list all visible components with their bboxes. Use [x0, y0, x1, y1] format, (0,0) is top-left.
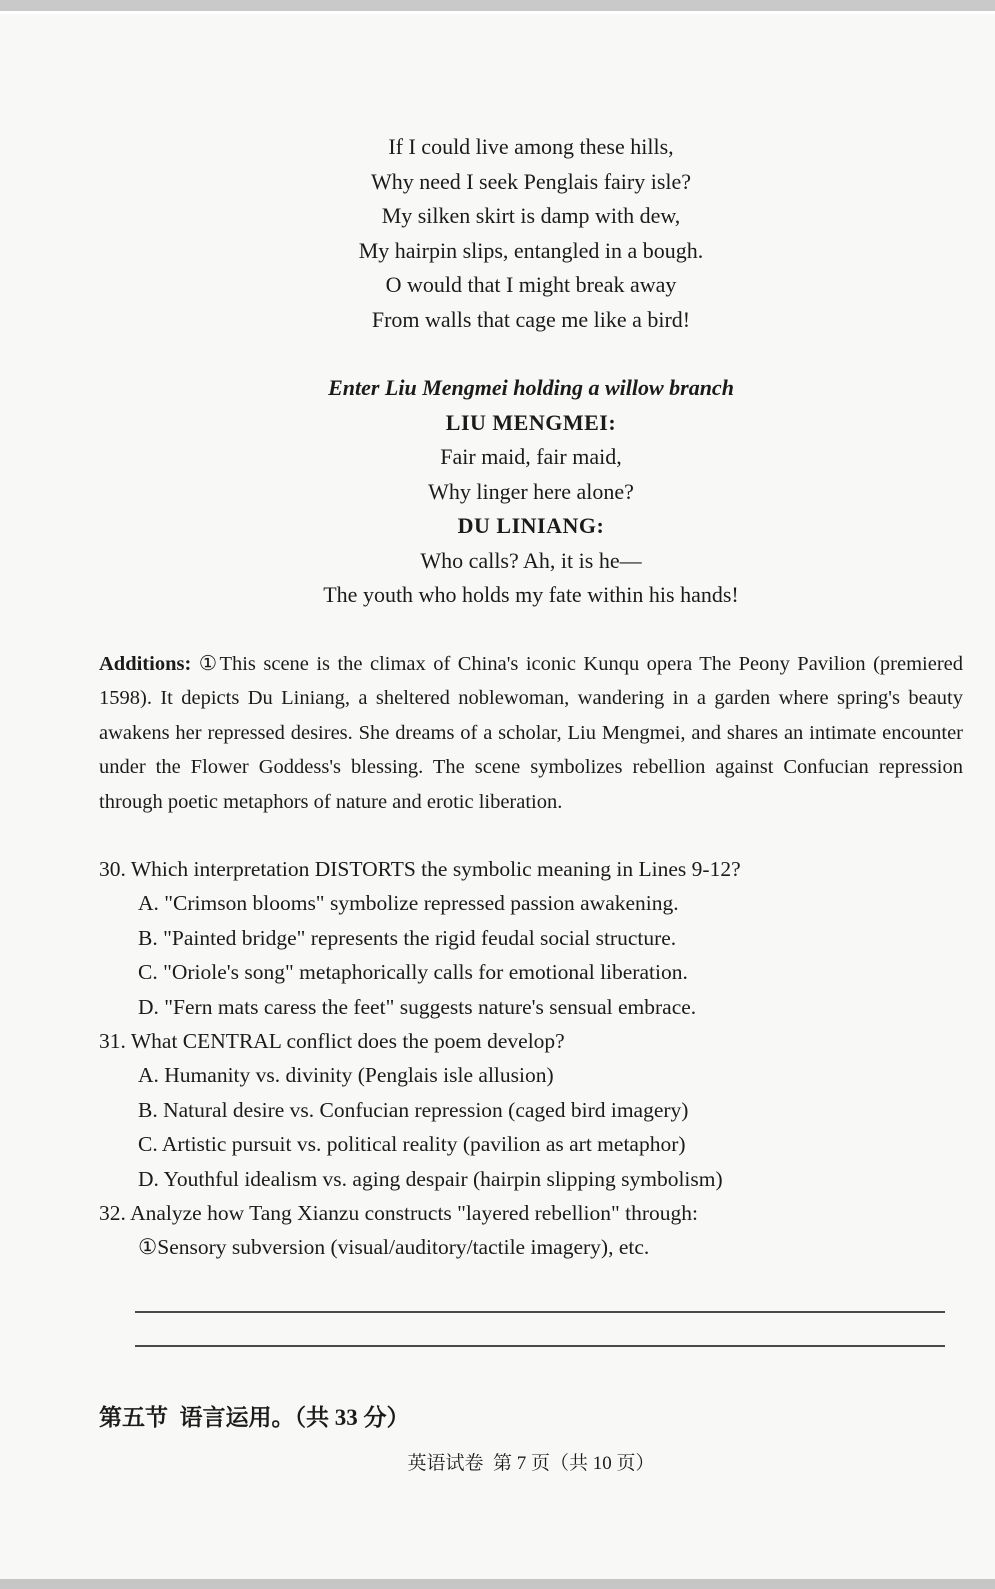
poem-line: Why need I seek Penglais fairy isle?: [370, 168, 692, 194]
scene-block: [99, 371, 963, 613]
question-option: B. Natural desire vs. Confucian repression (caged bird imagery): [138, 1097, 689, 1122]
question-30: [99, 852, 963, 1024]
poem-line: If I could live among these hills,: [388, 134, 674, 159]
dialogue-line: Who calls? Ah, it is he—: [420, 547, 642, 573]
scan-edge-bottom: [0, 1579, 995, 1589]
additions-paragraph: [99, 647, 963, 820]
dialogue-line: Fair maid, fair maid,: [440, 444, 622, 469]
answer-lines-block: [99, 1311, 963, 1347]
poem-line: O would that I might break away: [385, 272, 677, 297]
stage-direction: Enter Liu Mengmei holding a willow branch: [328, 375, 734, 400]
question-option: D. "Fern mats caress the feet" suggests nature's sensual embrace.: [138, 994, 697, 1019]
question-option: A. "Crimson blooms" symbolize repressed passion awakening.: [138, 891, 679, 916]
question-stem: 30. Which interpretation DISTORTS the symbolic meaning in Lines 9-12?: [99, 857, 741, 881]
dialogue-line: The youth who holds my fate within his hands!: [323, 582, 739, 607]
question-stem: 31. What CENTRAL conflict does the poem develop?: [99, 1029, 565, 1054]
speaker-name: LIU MENGMEI:: [445, 409, 617, 435]
section-heading: 第五节 语言运用。（共 33 分）: [99, 1404, 410, 1430]
answer-line: [135, 1345, 945, 1347]
question-number: 30.: [99, 857, 126, 881]
question-option: C. Artistic pursuit vs. political reality (pavilion as art metaphor): [138, 1132, 686, 1157]
page-footer: 英语试卷 第 7 页（共 10 页）: [407, 1452, 655, 1474]
question-subitem: ①Sensory subversion (visual/auditory/tactile imagery), etc.: [138, 1235, 650, 1260]
additions-label: Additions:: [99, 652, 192, 675]
dialogue-line: Why linger here alone?: [428, 478, 634, 504]
question-option: B. "Painted bridge" represents the rigid feudal social structure.: [138, 925, 677, 950]
additions-text: ①This scene is the climax of China's iconic Kunqu opera The Peony Pavilion (premiered 1598). It depicts Du Liniang, a sheltered noblewoman, wandering in a garden where spring's beauty awakens her repressed desires. She dreams of a scholar, Liu Mengmei, and shares an intimate encounter under the Flower Goddess's blessing. The scene symbolizes rebellion against Confucian repression through poetic metaphors of nature and erotic liberation.: [99, 652, 964, 813]
speaker-name: DU LINIANG:: [457, 513, 605, 538]
question-option: D. Youthful idealism vs. aging despair (hairpin slipping symbolism): [138, 1166, 723, 1191]
question-number: 31.: [99, 1029, 126, 1054]
question-number: 32.: [99, 1201, 126, 1226]
poem-line: From walls that cage me like a bird!: [371, 306, 691, 332]
question-stem: 32. Analyze how Tang Xianzu constructs "layered rebellion" through:: [99, 1201, 698, 1226]
poem-line: My hairpin slips, entangled in a bough.: [358, 237, 704, 263]
question-31: [99, 1024, 963, 1196]
exam-page: [99, 0, 963, 1475]
question-32: [99, 1196, 963, 1265]
answer-line: [135, 1311, 945, 1313]
poem-block: [99, 130, 963, 337]
questions-block: [99, 852, 963, 1265]
poem-line: My silken skirt is damp with dew,: [381, 203, 681, 228]
question-option: C. "Oriole's song" metaphorically calls for emotional liberation.: [138, 960, 688, 985]
question-option: A. Humanity vs. divinity (Penglais isle allusion): [138, 1063, 554, 1088]
